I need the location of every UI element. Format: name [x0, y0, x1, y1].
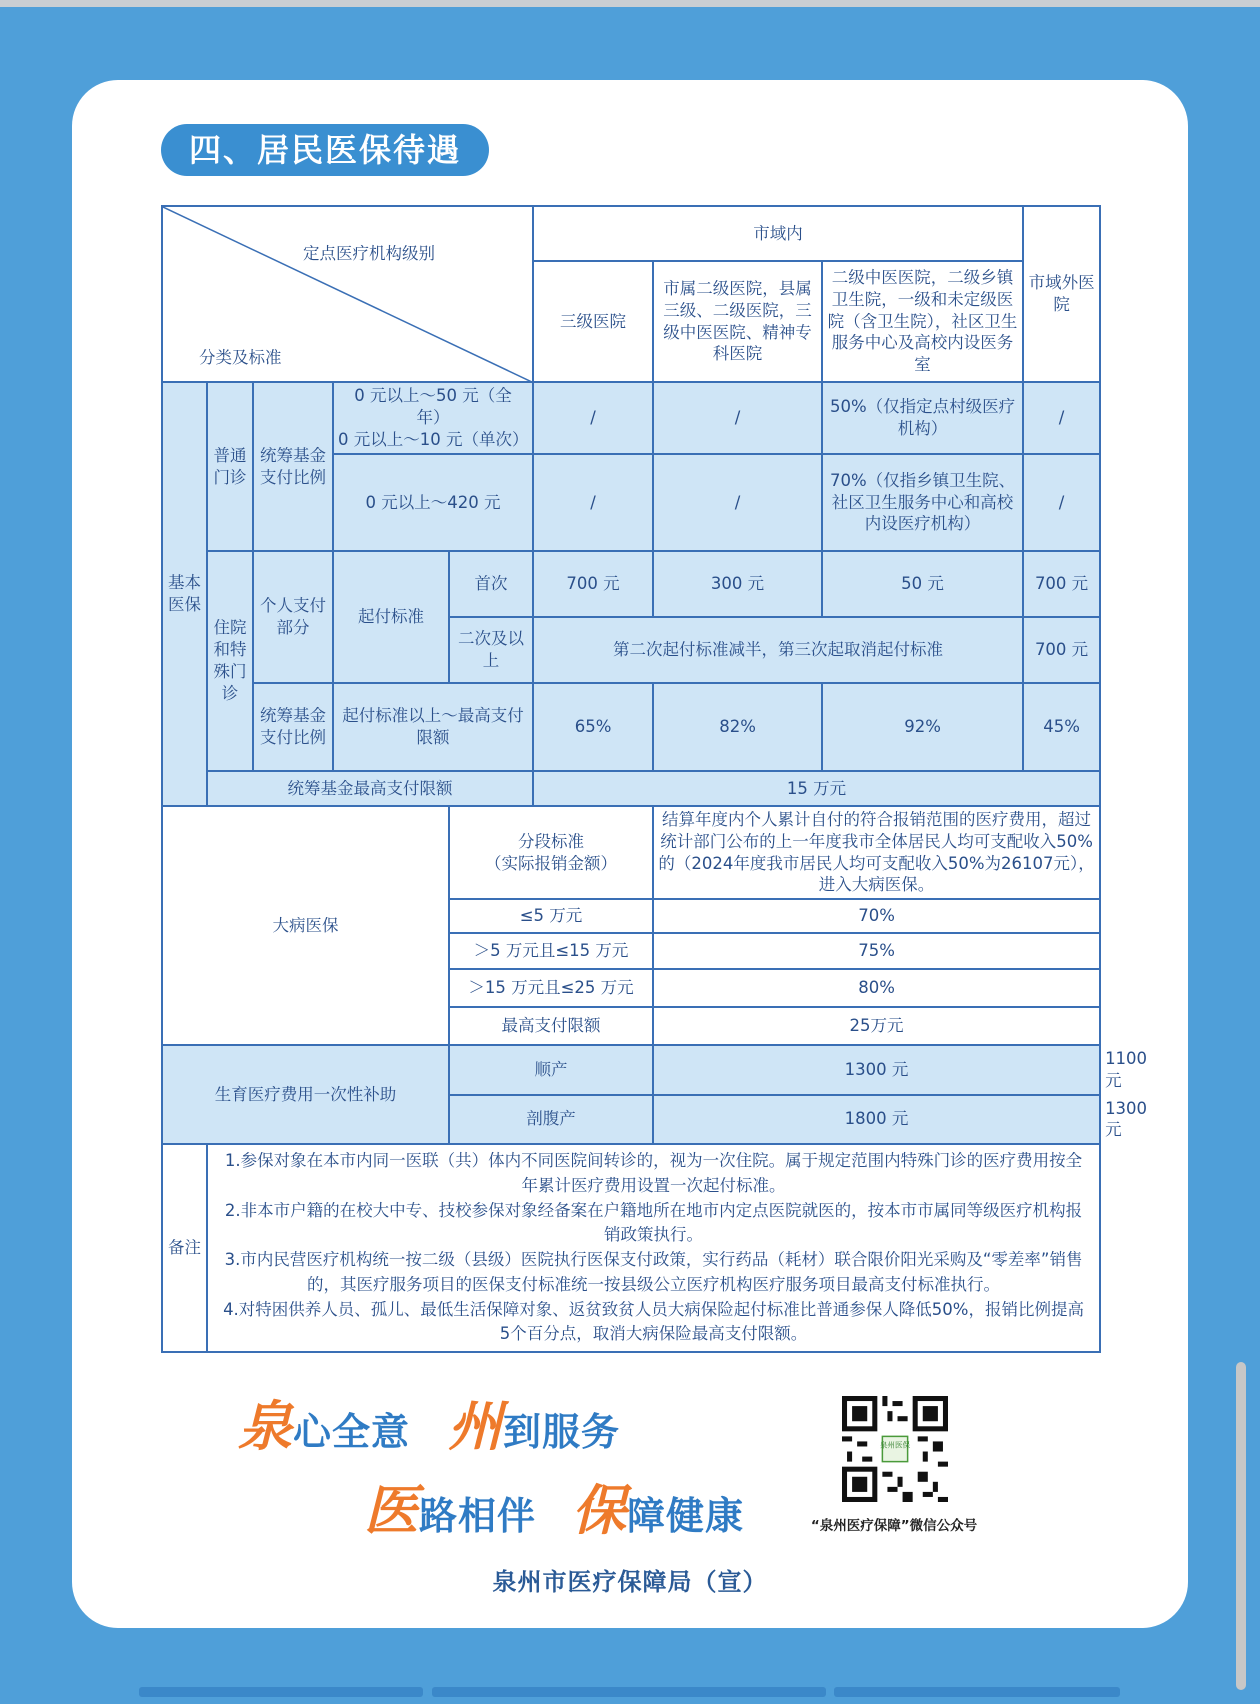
inpatient-label: 住院和特殊门诊: [207, 551, 253, 771]
slogan-4: [572, 1468, 744, 1545]
issuer: 泉州市医疗保障局（宣）: [492, 1568, 768, 1596]
tier-rate: 80%: [653, 969, 1100, 1007]
tier-range: ＞15 万元且≤25 万元: [449, 969, 653, 1007]
cell-value: 700 元: [1023, 617, 1100, 683]
cell-value: 50 元: [822, 551, 1023, 617]
cell-value: /: [533, 454, 653, 551]
top-divider: [0, 0, 1260, 7]
notes-label: 备注: [162, 1144, 207, 1352]
cell-value: 50%（仅指定点村级医疗机构）: [822, 382, 1023, 454]
first-time-label: 首次: [449, 551, 533, 617]
slogan-3: [364, 1468, 536, 1545]
major-max-value: 25万元: [653, 1007, 1100, 1045]
note-item: 4.对特困供养人员、孤儿、最低生活保障对象、返贫致贫人员大病保险起付标准比普通参保人降低50%，报销比例提高5个百分点，取消大病保险最高支付限额。: [223, 1299, 1084, 1344]
slogan-rest: 到服务: [503, 1410, 621, 1454]
cell-value: 82%: [653, 683, 822, 771]
header-level-2: 市属二级医院，县属三级、二级医院，三级中医医院、精神专科医院: [653, 261, 822, 382]
second-time-note: 第二次起付标准减半，第三次起取消起付标准: [533, 617, 1023, 683]
note-item: 1.参保对象在本市内同一医联（共）体内不同医院间转诊的，视为一次住院。属于规定范围内特殊门诊的医疗费用按全年累计医疗费用设置一次起付标准。: [224, 1151, 1083, 1195]
cell-value: /: [533, 382, 653, 454]
cell-value: 700 元: [1023, 551, 1100, 617]
tier-rate: 75%: [653, 933, 1100, 969]
personal-payment-label: 个人支付部分: [253, 551, 333, 683]
notes-list: [207, 1144, 1100, 1352]
delivery-in-city: 1800 元: [653, 1095, 1100, 1145]
cell-value: 300 元: [653, 551, 822, 617]
outpatient-label: 普通门诊: [207, 382, 253, 551]
header-institution-level: 定点医疗机构级别: [303, 244, 435, 263]
slogan-rest: 路相伴: [419, 1494, 537, 1538]
segment-description: 结算年度内个人累计自付的符合报销范围的医疗费用，超过统计部门公布的上一年度我市全体居民人均可支配收入50%的（2024年度我市居民人均可支配收入50%为26107元），进入大病医保。: [653, 806, 1100, 899]
vertical-scrollbar[interactable]: [1236, 1362, 1246, 1690]
outpatient-range-1: 0 元以上～50 元（全年） 0 元以上～10 元（单次）: [333, 382, 533, 454]
cell-value: /: [653, 454, 822, 551]
qr-caption: “泉州医疗保障”微信公众号: [810, 1518, 978, 1534]
slogan-initial: 州: [448, 1394, 503, 1458]
cell-value: 70%（仅指乡镇卫生院、社区卫生服务中心和高校内设医疗机构）: [822, 454, 1023, 551]
header-diagonal-cell: [162, 206, 533, 382]
slogan-initial: 医: [364, 1478, 419, 1542]
header-out-city: 市域外医院: [1023, 206, 1100, 382]
delivery-type: 顺产: [449, 1045, 653, 1095]
fund-max-value: 15 万元: [533, 771, 1100, 806]
fund-max-label: 统筹基金最高支付限额: [207, 771, 533, 806]
page-indicator[interactable]: [139, 1687, 423, 1697]
outpatient-range-2: 0 元以上～420 元: [333, 454, 533, 551]
major-illness-label: 大病医保: [162, 806, 449, 1045]
header-in-city: 市域内: [533, 206, 1023, 261]
outpatient-fund-ratio-label: 统筹基金支付比例: [253, 382, 333, 551]
note-item: 3.市内民营医疗机构统一按二级（县级）医院执行医保支付政策，实行药品（耗材）联合限价阳光采购及“零差率”销售的，其医疗服务项目的医保支付标准统一按县级公立医疗机构医疗服务项目最高支付标准执行。: [224, 1250, 1083, 1294]
cell-value: 65%: [533, 683, 653, 771]
maternity-label: 生育医疗费用一次性补助: [162, 1045, 449, 1144]
delivery-type: 剖腹产: [449, 1095, 653, 1145]
cell-value: 700 元: [533, 551, 653, 617]
basic-insurance-label: 基本医保: [162, 382, 207, 806]
slogan-2: [448, 1384, 620, 1461]
slogan-rest: 心全意: [293, 1410, 411, 1454]
benefits-table: [161, 205, 1101, 1353]
ratio-range-label: 起付标准以上～最高支付限额: [333, 683, 533, 771]
header-level-1: 三级医院: [533, 261, 653, 382]
inpatient-fund-ratio-label: 统筹基金支付比例: [253, 683, 333, 771]
cell-value: /: [1023, 382, 1100, 454]
qr-center-text: 泉州医保: [879, 1440, 911, 1450]
section-title: 四、居民医保待遇: [161, 124, 489, 176]
cell-value: /: [1023, 454, 1100, 551]
note-item: 2.非本市户籍的在校大中专、技校参保对象经备案在户籍地所在地市内定点医院就医的，按本市市属同等级医疗机构报销政策执行。: [224, 1200, 1083, 1245]
slogan-initial: 保: [572, 1478, 627, 1542]
second-time-label: 二次及以上: [449, 617, 533, 683]
deductible-label: 起付标准: [333, 551, 449, 683]
slogan-initial: 泉: [238, 1394, 293, 1458]
page-indicator[interactable]: [432, 1687, 826, 1697]
major-max-label: 最高支付限额: [449, 1007, 653, 1045]
cell-value: /: [653, 382, 822, 454]
segment-standard-label: 分段标准 （实际报销金额）: [449, 806, 653, 899]
tier-range: ≤5 万元: [449, 899, 653, 933]
header-category: 分类及标准: [199, 348, 282, 367]
slogan-1: [238, 1384, 410, 1461]
wechat-qr-code[interactable]: [842, 1396, 948, 1502]
cell-value: 45%: [1023, 683, 1100, 771]
tier-range: ＞5 万元且≤15 万元: [449, 933, 653, 969]
slogan-rest: 障健康: [627, 1494, 745, 1538]
delivery-in-city: 1300 元: [653, 1045, 1100, 1095]
page-indicator[interactable]: [834, 1687, 1120, 1697]
tier-rate: 70%: [653, 899, 1100, 933]
header-level-3: 二级中医医院，二级乡镇卫生院，一级和未定级医院（含卫生院），社区卫生服务中心及高校内设医务室: [822, 261, 1023, 382]
cell-value: 92%: [822, 683, 1023, 771]
